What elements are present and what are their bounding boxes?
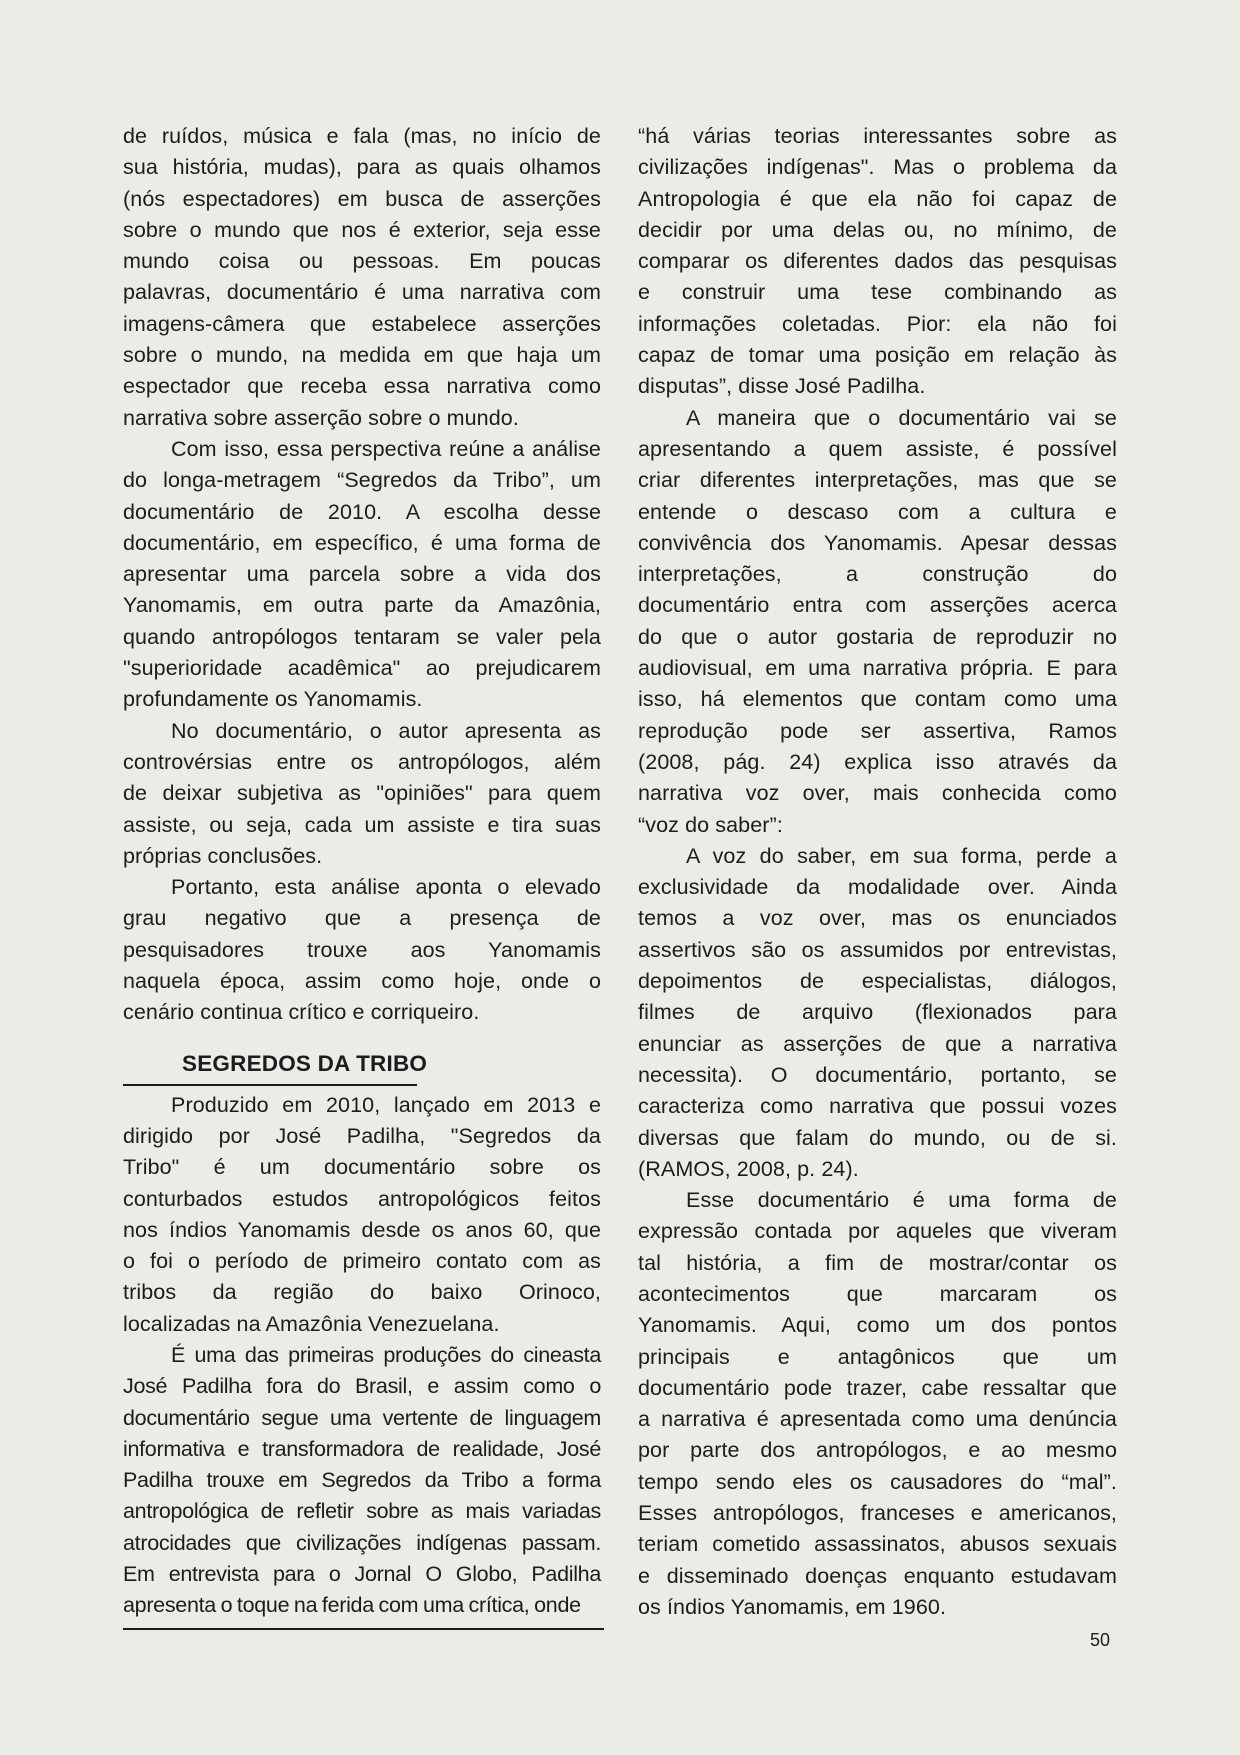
text-line: nos índios Yanomamis desde os anos 60, que bbox=[123, 1217, 601, 1242]
text-line: exclusividade da modalidade over. Ainda bbox=[638, 875, 1117, 900]
text-line: Esses antropólogos, franceses e americanos, bbox=[638, 1501, 1117, 1526]
text-line: documentário segue uma vertente de linguagem bbox=[123, 1405, 601, 1430]
text-line: acontecimentos que marcaram os bbox=[638, 1281, 1117, 1306]
paragraph-quote bbox=[638, 121, 1117, 403]
text-line: a narrativa é apresentada como uma denúncia bbox=[638, 1407, 1117, 1432]
text-line: No documentário, o autor apresenta as bbox=[171, 718, 601, 743]
text-line: Em entrevista para o Jornal O Globo, Padilha bbox=[123, 1562, 601, 1587]
paragraph-production bbox=[123, 1090, 601, 1340]
text-line: pesquisadores trouxe aos Yanomamis bbox=[123, 937, 601, 962]
paragraph-controversies bbox=[123, 716, 601, 872]
text-line: sobre o mundo que nos é exterior, seja esse bbox=[123, 217, 601, 242]
text-line: cenário continua crítico e corriqueiro. bbox=[123, 1000, 480, 1025]
text-line: decidir por uma delas ou, no mínimo, de bbox=[638, 217, 1117, 242]
text-line: Antropologia é que ela não foi capaz de bbox=[638, 186, 1117, 211]
text-line: antropológica de refletir sobre as mais variadas bbox=[123, 1499, 601, 1524]
text-line: reprodução pode ser assertiva, Ramos bbox=[638, 718, 1117, 743]
text-line: apresentando a quem assiste, é possível bbox=[638, 436, 1117, 461]
text-line: quando antropólogos tentaram se valer pela bbox=[123, 624, 601, 649]
text-line: necessita). O documentário, portanto, se bbox=[638, 1062, 1117, 1087]
text-line: teriam cometido assassinatos, abusos sexuais bbox=[638, 1532, 1117, 1557]
text-line: "superioridade acadêmica" ao prejudicarem bbox=[123, 656, 601, 681]
footnote-separator-rule bbox=[123, 1628, 604, 1630]
text-line: de ruídos, música e fala (mas, no início de bbox=[123, 124, 601, 148]
text-line: A maneira que o documentário vai se bbox=[686, 405, 1117, 430]
text-line: entende o descaso com a cultura e bbox=[638, 499, 1117, 524]
text-line: dirigido por José Padilha, "Segredos da bbox=[123, 1123, 601, 1148]
block-citation bbox=[638, 841, 1117, 1185]
text-line: documentário pode trazer, cabe ressaltar que bbox=[638, 1375, 1117, 1400]
section-heading: SEGREDOS DA TRIBO bbox=[182, 1050, 428, 1076]
text-line: expressão contada por aqueles que viveram bbox=[638, 1219, 1117, 1244]
text-line: do que o autor gostaria de reproduzir no bbox=[638, 624, 1117, 649]
text-line: (RAMOS, 2008, p. 24). bbox=[638, 1156, 859, 1181]
text-line: assertivos são os assumidos por entrevistas, bbox=[638, 937, 1117, 962]
right-column bbox=[638, 121, 1117, 1623]
text-line: disputas”, disse José Padilha. bbox=[638, 374, 926, 399]
text-line: grau negativo que a presença de bbox=[123, 906, 601, 931]
text-line: tribos da região do baixo Orinoco, bbox=[123, 1280, 601, 1305]
text-line: “há várias teorias interessantes sobre as bbox=[638, 124, 1117, 148]
text-line: isso, há elementos que contam como uma bbox=[638, 687, 1117, 712]
text-line: Padilha trouxe em Segredos da Tribo a forma bbox=[123, 1468, 601, 1493]
text-line: Esse documentário é uma forma de bbox=[686, 1188, 1117, 1213]
text-line: (nós espectadores) em busca de asserções bbox=[123, 186, 601, 211]
text-line: conturbados estudos antropológicos feitos bbox=[123, 1186, 601, 1211]
text-line: informativa e transformadora de realidade, José bbox=[123, 1436, 601, 1461]
text-line: e disseminado doenças enquanto estudavam bbox=[638, 1563, 1117, 1588]
text-line: tal história, a fim de mostrar/contar os bbox=[638, 1250, 1117, 1275]
text-line: convivência dos Yanomamis. Apesar dessas bbox=[638, 530, 1117, 555]
text-line: tempo sendo eles os causadores do “mal”. bbox=[638, 1469, 1117, 1494]
text-line: filmes de arquivo (flexionados para bbox=[638, 1000, 1117, 1025]
text-line: profundamente os Yanomamis. bbox=[123, 687, 423, 712]
page-number: 50 bbox=[1090, 1630, 1111, 1650]
left-column bbox=[123, 121, 601, 1622]
section-heading-block bbox=[123, 1046, 601, 1090]
text-line: sobre o mundo, na medida em que haja um bbox=[123, 343, 601, 368]
paragraph-conclusion bbox=[123, 872, 601, 1028]
text-line: Produzido em 2010, lançado em 2013 e bbox=[171, 1092, 601, 1117]
paragraph-interpretations bbox=[638, 403, 1117, 841]
paragraph-perspective bbox=[123, 434, 601, 716]
text-line: mundo coisa ou pessoas. Em poucas bbox=[123, 249, 601, 274]
text-line: comparar os diferentes dados das pesquisas bbox=[638, 249, 1117, 274]
text-line: “voz do saber”: bbox=[638, 812, 783, 837]
text-line: (2008, pág. 24) explica isso através da bbox=[638, 749, 1117, 774]
text-line: apresenta o toque na ferida com uma crítica, onde bbox=[123, 1593, 581, 1618]
text-line: temos a voz over, mas os enunciados bbox=[638, 906, 1117, 931]
text-line: A voz do saber, em sua forma, perde a bbox=[686, 843, 1117, 868]
text-line: informações coletadas. Pior: ela não foi bbox=[638, 311, 1117, 336]
text-line: e construir uma tese combinando as bbox=[638, 280, 1117, 305]
text-line: caracteriza como narrativa que possui vozes bbox=[638, 1094, 1117, 1119]
text-line: enunciar as asserções de que a narrativa bbox=[638, 1031, 1117, 1056]
text-line: documentário, em específico, é uma forma de bbox=[123, 530, 601, 555]
text-line: localizadas na Amazônia Venezuelana. bbox=[123, 1311, 500, 1336]
text-line: Yanomamis. Aqui, como um dos pontos bbox=[638, 1313, 1117, 1338]
heading-underline bbox=[123, 1084, 417, 1086]
text-line: por parte dos antropólogos, e ao mesmo bbox=[638, 1438, 1117, 1463]
text-line: os índios Yanomamis, em 1960. bbox=[638, 1594, 947, 1619]
text-line: documentário entra com asserções acerca bbox=[638, 593, 1117, 618]
text-line: controvérsias entre os antropólogos, além bbox=[123, 749, 601, 774]
text-line: narrativa sobre asserção sobre o mundo. bbox=[123, 405, 519, 430]
text-line: diversas que falam do mundo, ou de si. bbox=[638, 1125, 1117, 1150]
text-line: civilizações indígenas". Mas o problema da bbox=[638, 155, 1117, 180]
text-line: espectador que receba essa narrativa como bbox=[123, 374, 601, 399]
text-line: sua história, mudas), para as quais olhamos bbox=[123, 155, 601, 180]
text-line: do longa-metragem “Segredos da Tribo”, um bbox=[123, 468, 601, 493]
text-line: capaz de tomar uma posição em relação às bbox=[638, 343, 1117, 368]
paragraph-expression bbox=[638, 1185, 1117, 1623]
text-line: palavras, documentário é uma narrativa com bbox=[123, 280, 601, 305]
text-line: apresentar uma parcela sobre a vida dos bbox=[123, 562, 601, 587]
text-line: audiovisual, em uma narrativa própria. E para bbox=[638, 656, 1117, 681]
text-line: imagens-câmera que estabelece asserções bbox=[123, 311, 601, 336]
text-line: naquela época, assim como hoje, onde o bbox=[123, 969, 601, 994]
text-line: assiste, ou seja, cada um assiste e tira suas bbox=[123, 812, 601, 837]
text-line: É uma das primeiras produções do cineasta bbox=[171, 1342, 601, 1367]
text-line: narrativa voz over, mais conhecida como bbox=[638, 781, 1117, 806]
text-line: criar diferentes interpretações, mas que se bbox=[638, 468, 1117, 493]
text-line: documentário de 2010. A escolha desse bbox=[123, 499, 601, 524]
text-line: depoimentos de especialistas, diálogos, bbox=[638, 969, 1117, 994]
paragraph-intro bbox=[123, 121, 601, 434]
text-line: atrocidades que civilizações indígenas passam. bbox=[123, 1530, 601, 1555]
text-line: principais e antagônicos que um bbox=[638, 1344, 1117, 1369]
text-line: José Padilha fora do Brasil, e assim como o bbox=[123, 1374, 601, 1399]
text-line: Tribo" é um documentário sobre os bbox=[123, 1155, 601, 1180]
paragraph-padilha bbox=[123, 1340, 601, 1622]
text-line: o foi o período de primeiro contato com as bbox=[123, 1249, 601, 1274]
text-line: Com isso, essa perspectiva reúne a análise bbox=[171, 436, 601, 461]
text-line: Portanto, esta análise aponta o elevado bbox=[171, 875, 601, 900]
text-line: de deixar subjetiva as "opiniões" para quem bbox=[123, 781, 601, 806]
text-line: próprias conclusões. bbox=[123, 843, 323, 868]
text-line: Yanomamis, em outra parte da Amazônia, bbox=[123, 593, 601, 618]
text-line: interpretações, a construção do bbox=[638, 562, 1117, 587]
